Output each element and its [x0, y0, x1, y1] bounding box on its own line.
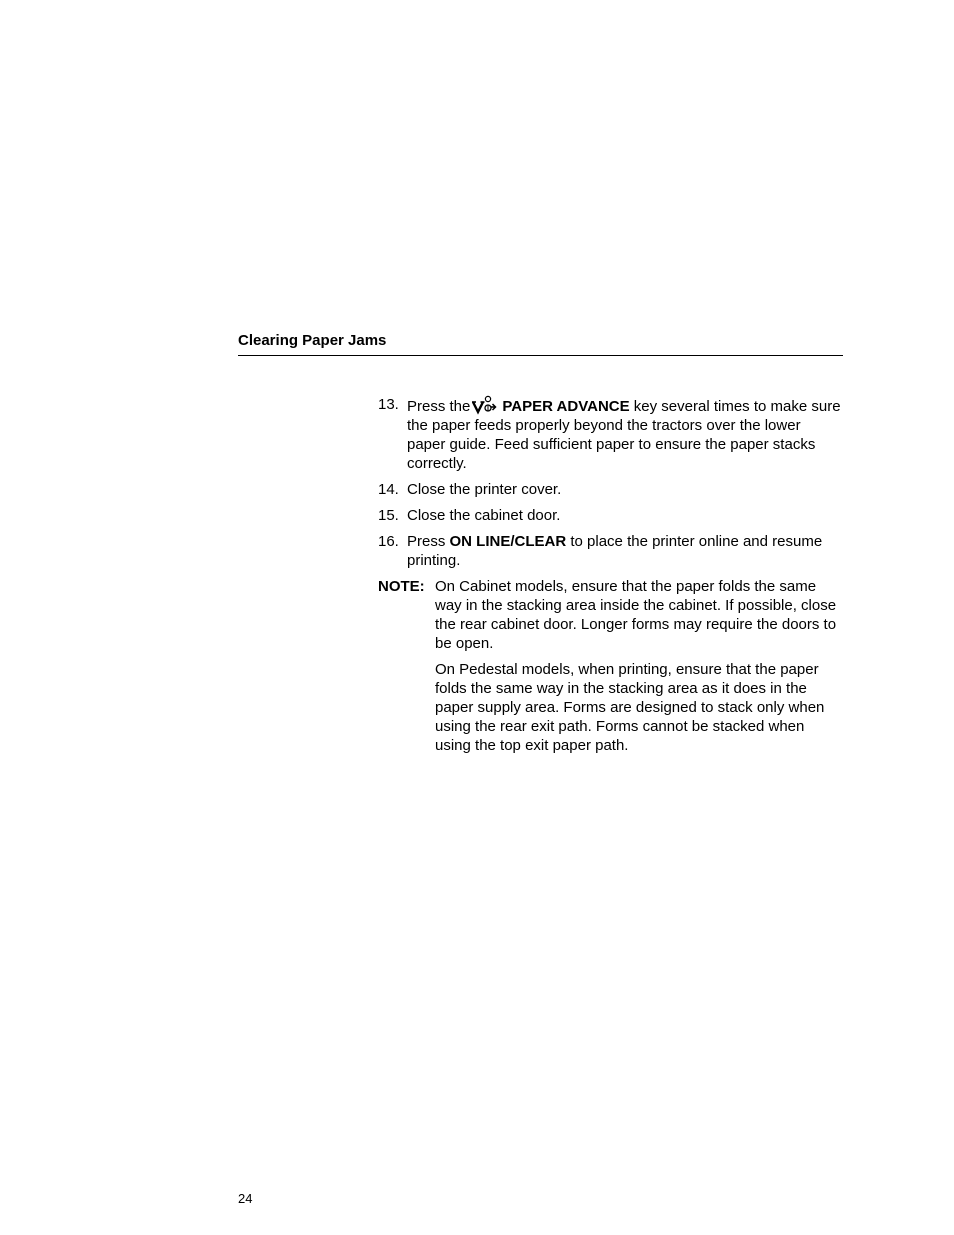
step-number: 13. [378, 396, 399, 413]
paper-advance-key: PAPER ADVANCE [502, 398, 630, 415]
note [378, 577, 843, 755]
note-paragraph-pedestal: On Pedestal models, when printing, ensure that the paper folds the same way in the stacking area as it does in the paper supply area. Forms are designed to stack only when using the rear exit path. Forms cannot be stacked when using the top exit paper path. [435, 661, 825, 754]
step-text [407, 532, 843, 570]
paper-advance-icon [472, 395, 498, 415]
step-text-post: key several times to make sure the paper feeds properly beyond the tractors over the lower paper guide. Feed sufficient paper to ensure the paper stacks correctly. [407, 398, 841, 472]
step-text-pre: Press the [407, 398, 471, 415]
step-text: Close the cabinet door. [407, 507, 561, 524]
note-label: NOTE: [378, 578, 425, 595]
step-text-post: to place the printer online and resume printing. [407, 533, 823, 569]
step-13 [378, 395, 843, 473]
step-number: 16. [378, 533, 399, 550]
on-line-clear-key: ON LINE/CLEAR [449, 533, 567, 550]
step-14 [378, 480, 843, 499]
step-text-pre: Press [407, 533, 446, 550]
section-header [238, 331, 843, 356]
instructions [378, 395, 843, 762]
page-number: 24 [238, 1191, 253, 1206]
step-text [407, 395, 843, 473]
section-title: Clearing Paper Jams [238, 332, 387, 349]
note-paragraph-cabinet: On Cabinet models, ensure that the paper folds the same way in the stacking area inside the cabinet. If possible, close the rear cabinet door. Longer forms may require the doors to be open. [435, 578, 837, 652]
step-15 [378, 506, 843, 525]
step-number: 14. [378, 481, 399, 498]
step-number: 15. [378, 507, 399, 524]
step-16 [378, 532, 843, 570]
step-text: Close the printer cover. [407, 481, 562, 498]
